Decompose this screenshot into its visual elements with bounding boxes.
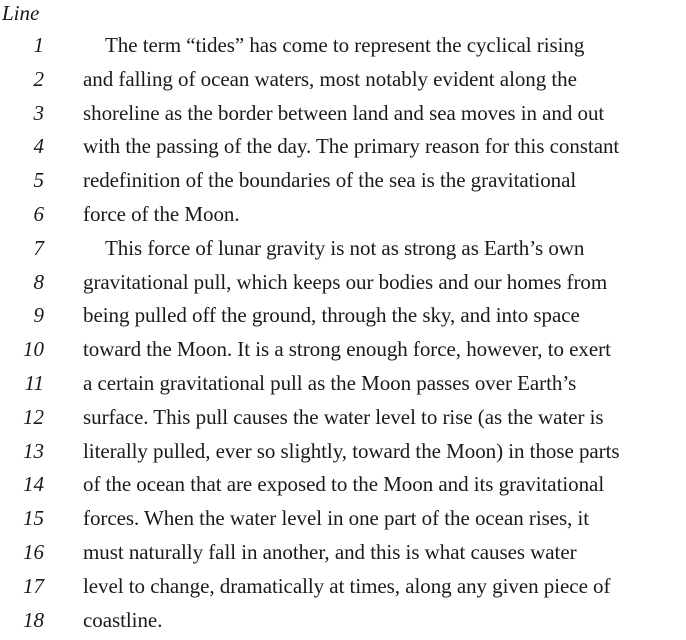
line-text: and falling of ocean waters, most notably evident along the <box>83 66 577 91</box>
line-number: 3 <box>33 100 44 125</box>
passage-line <box>0 167 686 201</box>
passage-body <box>0 32 686 640</box>
line-number: 1 <box>33 33 44 57</box>
line-number: 6 <box>33 201 44 226</box>
passage-line <box>0 32 686 66</box>
line-number: 16 <box>23 539 44 564</box>
line-number: 8 <box>33 269 44 294</box>
line-text: must naturally fall in another, and this is what causes water <box>83 539 577 564</box>
line-number: 18 <box>23 607 44 632</box>
line-number: 12 <box>23 404 44 429</box>
passage-line <box>0 302 686 336</box>
line-text: level to change, dramatically at times, along any given piece of <box>83 573 611 598</box>
line-number: 7 <box>33 235 44 260</box>
line-text: with the passing of the day. The primary reason for this constant <box>83 134 620 159</box>
passage-line <box>0 607 686 640</box>
line-text: This force of lunar gravity is not as strong as Earth’s own <box>105 235 585 260</box>
line-text: redefinition of the boundaries of the sea is the gravitational <box>83 168 577 193</box>
line-number: 11 <box>24 370 44 395</box>
line-text: shoreline as the border between land and sea moves in and out <box>83 100 605 125</box>
passage-line <box>0 404 686 438</box>
passage-line <box>0 235 686 269</box>
line-number: 17 <box>23 573 44 598</box>
line-text: coastline. <box>83 607 163 632</box>
line-column-header: Line <box>2 1 40 25</box>
passage-line <box>0 438 686 472</box>
line-text: toward the Moon. It is a strong enough force, however, to exert <box>83 337 611 362</box>
line-text: gravitational pull, which keeps our bodies and our homes from <box>83 269 608 294</box>
line-text: being pulled off the ground, through the sky, and into space <box>83 303 580 328</box>
passage-line <box>0 100 686 134</box>
passage-line <box>0 573 686 607</box>
line-text: The term “tides” has come to represent the cyclical rising <box>105 33 585 57</box>
passage-line <box>0 133 686 167</box>
line-number: 13 <box>23 438 44 463</box>
passage-line <box>0 539 686 573</box>
passage-line <box>0 505 686 539</box>
line-text: of the ocean that are exposed to the Moon and its gravitational <box>83 472 605 497</box>
passage-line <box>0 66 686 100</box>
line-text: surface. This pull causes the water level to rise (as the water is <box>83 404 604 429</box>
line-number: 5 <box>33 168 44 193</box>
passage-line <box>0 471 686 505</box>
line-number: 2 <box>33 66 44 91</box>
line-number: 14 <box>23 472 44 497</box>
line-number: 10 <box>23 337 44 362</box>
line-text: forces. When the water level in one part of the ocean rises, it <box>83 506 590 531</box>
line-number: 15 <box>23 506 44 531</box>
line-text: a certain gravitational pull as the Moon passes over Earth’s <box>83 370 577 395</box>
passage-line <box>0 269 686 303</box>
passage-line <box>0 201 686 235</box>
line-number: 9 <box>33 303 44 328</box>
line-number: 4 <box>33 134 44 159</box>
line-text: literally pulled, ever so slightly, toward the Moon) in those parts <box>83 438 620 463</box>
line-text: force of the Moon. <box>83 201 240 226</box>
passage-line <box>0 370 686 404</box>
passage-line <box>0 336 686 370</box>
